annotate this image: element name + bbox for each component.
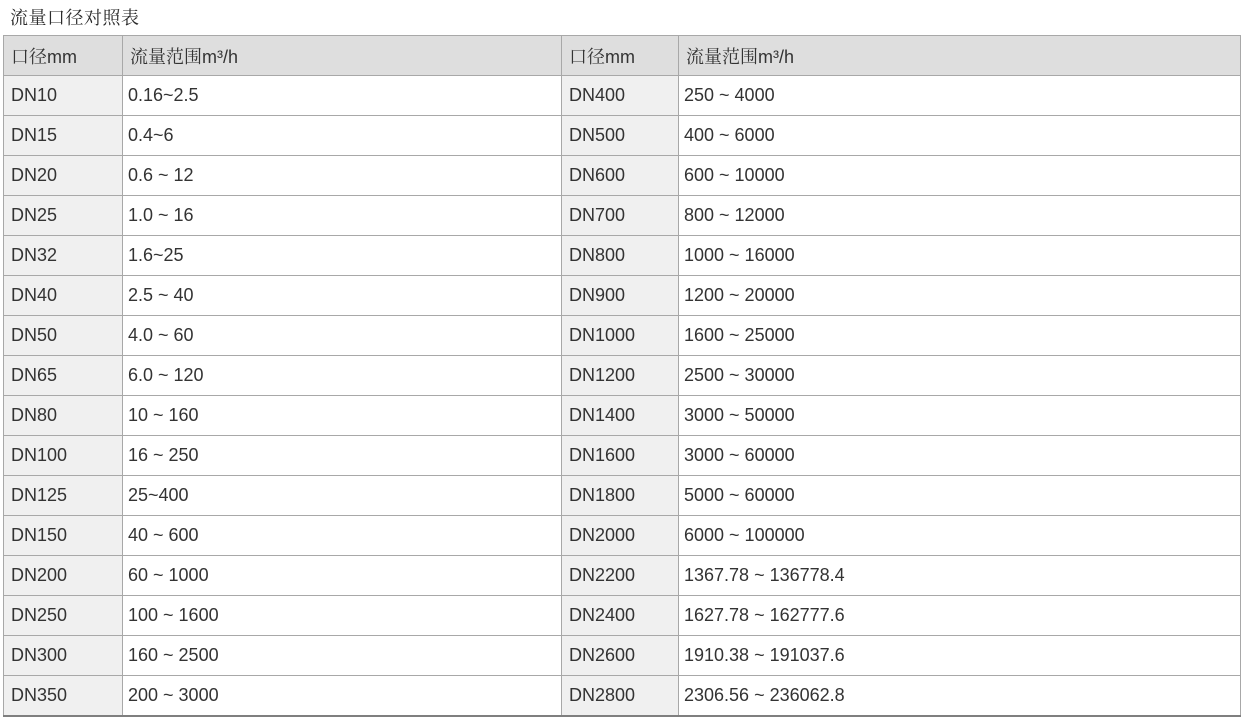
flow-diameter-table	[3, 35, 1241, 717]
dn-cell: DN250	[4, 596, 123, 636]
range-cell: 0.6 ~ 12	[123, 156, 562, 196]
dn-cell: DN700	[562, 196, 679, 236]
table-row	[4, 476, 1241, 516]
dn-cell: DN200	[4, 556, 123, 596]
dn-cell: DN2000	[562, 516, 679, 556]
range-cell: 2500 ~ 30000	[679, 356, 1241, 396]
dn-cell: DN350	[4, 676, 123, 716]
range-cell: 400 ~ 6000	[679, 116, 1241, 156]
range-cell: 2306.56 ~ 236062.8	[679, 676, 1241, 716]
range-cell: 60 ~ 1000	[123, 556, 562, 596]
range-cell: 0.16~2.5	[123, 76, 562, 116]
dn-cell: DN600	[562, 156, 679, 196]
table-row	[4, 316, 1241, 356]
table-row	[4, 436, 1241, 476]
range-cell: 5000 ~ 60000	[679, 476, 1241, 516]
range-cell: 200 ~ 3000	[123, 676, 562, 716]
table-row	[4, 76, 1241, 116]
table-row	[4, 396, 1241, 436]
dn-cell: DN1800	[562, 476, 679, 516]
range-cell: 3000 ~ 60000	[679, 436, 1241, 476]
dn-cell: DN1400	[562, 396, 679, 436]
dn-cell: DN300	[4, 636, 123, 676]
range-cell: 16 ~ 250	[123, 436, 562, 476]
table-header-row	[4, 36, 1241, 76]
range-cell: 1.0 ~ 16	[123, 196, 562, 236]
range-cell: 40 ~ 600	[123, 516, 562, 556]
dn-cell: DN800	[562, 236, 679, 276]
range-cell: 25~400	[123, 476, 562, 516]
header-diameter-right: 口径mm	[562, 36, 679, 76]
range-cell: 1000 ~ 16000	[679, 236, 1241, 276]
dn-cell: DN15	[4, 116, 123, 156]
dn-cell: DN900	[562, 276, 679, 316]
dn-cell: DN1000	[562, 316, 679, 356]
dn-cell: DN2800	[562, 676, 679, 716]
header-flow-range-left: 流量范围m³/h	[123, 36, 562, 76]
dn-cell: DN2600	[562, 636, 679, 676]
range-cell: 1910.38 ~ 191037.6	[679, 636, 1241, 676]
table-row	[4, 636, 1241, 676]
table-row	[4, 156, 1241, 196]
header-flow-range-right: 流量范围m³/h	[679, 36, 1241, 76]
dn-cell: DN500	[562, 116, 679, 156]
dn-cell: DN65	[4, 356, 123, 396]
dn-cell: DN150	[4, 516, 123, 556]
dn-cell: DN125	[4, 476, 123, 516]
range-cell: 800 ~ 12000	[679, 196, 1241, 236]
table-row	[4, 276, 1241, 316]
range-cell: 10 ~ 160	[123, 396, 562, 436]
range-cell: 6000 ~ 100000	[679, 516, 1241, 556]
range-cell: 250 ~ 4000	[679, 76, 1241, 116]
table-row	[4, 116, 1241, 156]
dn-cell: DN1200	[562, 356, 679, 396]
table-row	[4, 236, 1241, 276]
dn-cell: DN80	[4, 396, 123, 436]
range-cell: 1.6~25	[123, 236, 562, 276]
page-title: 流量口径对照表	[10, 8, 140, 28]
table-body	[4, 76, 1241, 716]
dn-cell: DN2200	[562, 556, 679, 596]
dn-cell: DN1600	[562, 436, 679, 476]
range-cell: 4.0 ~ 60	[123, 316, 562, 356]
dn-cell: DN50	[4, 316, 123, 356]
range-cell: 600 ~ 10000	[679, 156, 1241, 196]
table-row	[4, 556, 1241, 596]
range-cell: 6.0 ~ 120	[123, 356, 562, 396]
table-row	[4, 516, 1241, 556]
dn-cell: DN40	[4, 276, 123, 316]
header-diameter-left: 口径mm	[4, 36, 123, 76]
range-cell: 1200 ~ 20000	[679, 276, 1241, 316]
dn-cell: DN2400	[562, 596, 679, 636]
range-cell: 1627.78 ~ 162777.6	[679, 596, 1241, 636]
range-cell: 1367.78 ~ 136778.4	[679, 556, 1241, 596]
table-row	[4, 676, 1241, 716]
table-row	[4, 596, 1241, 636]
dn-cell: DN32	[4, 236, 123, 276]
dn-cell: DN20	[4, 156, 123, 196]
range-cell: 160 ~ 2500	[123, 636, 562, 676]
range-cell: 100 ~ 1600	[123, 596, 562, 636]
dn-cell: DN100	[4, 436, 123, 476]
range-cell: 0.4~6	[123, 116, 562, 156]
range-cell: 3000 ~ 50000	[679, 396, 1241, 436]
dn-cell: DN400	[562, 76, 679, 116]
dn-cell: DN25	[4, 196, 123, 236]
table-row	[4, 356, 1241, 396]
table-row	[4, 196, 1241, 236]
range-cell: 1600 ~ 25000	[679, 316, 1241, 356]
range-cell: 2.5 ~ 40	[123, 276, 562, 316]
dn-cell: DN10	[4, 76, 123, 116]
